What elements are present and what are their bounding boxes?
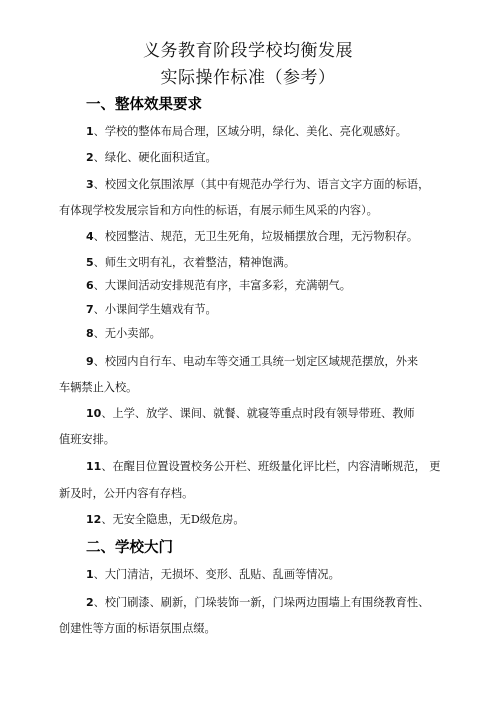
item-number: 1 [86,125,94,138]
item-number: 6 [86,279,94,292]
list-item [86,176,429,192]
item-text: 、无安全隐患，无D级危房。 [101,513,245,526]
section-2-heading: 二、学校大门 [86,540,173,556]
list-item [86,458,441,474]
item-text: 、师生文明有礼，衣着整洁，精神饱满。 [93,256,296,269]
list-item [86,228,418,244]
list-item [86,254,295,270]
item-text-continued: 创建性等方面的标语氛围点缀。 [59,622,216,635]
list-item [86,301,217,317]
item-text: 、上学、放学、课间、就餐、就寝等重点时段有领导带班、教师 [101,407,415,420]
doc-title-line2: 实际操作标准（参考） [160,68,336,88]
list-item [86,149,217,165]
section-1-heading: 一、整体效果要求 [86,97,202,113]
item-text: 、校园文化氛围浓厚（其中有规范办学行为、语言文字方面的标语， [93,178,430,191]
item-text-continued: 有体现学校发展宗旨和方向性的标语，有展示师生风采的内容）。 [59,204,378,217]
list-item [86,405,415,421]
item-number: 2 [86,596,94,609]
list-item [86,123,407,139]
list-item [86,353,418,369]
item-number: 9 [86,355,94,368]
item-text-continued: 新及时，公开内容有存档。 [59,487,194,500]
item-text-continued: 车辆禁止入校。 [59,381,138,394]
item-text: 、绿化、硬化面积适宜。 [93,151,217,164]
list-item [86,594,429,610]
item-text: 、校园内自行车、电动车等交通工具统一划定区域规范摆放，外来 [93,355,419,368]
item-number: 7 [86,303,94,316]
item-number: 8 [86,327,94,340]
list-item [86,277,351,293]
item-number: 1 [86,568,94,581]
list-item [86,566,340,582]
item-number: 3 [86,178,94,191]
item-text: 、大课间活动安排规范有序，丰富多彩，充满朝气。 [93,279,351,292]
item-number: 4 [86,230,94,243]
item-text: 、小课间学生嬉戏有节。 [93,303,217,316]
item-text-continued: 值班安排。 [59,433,115,446]
doc-title-line1: 义务教育阶段学校均衡发展 [143,41,353,61]
item-text: 、校园整洁、规范，无卫生死角，垃圾桶摆放合理，无污物积存。 [93,230,419,243]
list-item [86,325,161,341]
item-number: 5 [86,256,94,269]
list-item [86,511,245,527]
item-text: 、在醒目位置设置校务公开栏、班级量化评比栏，内容清晰规范， 更 [101,460,441,473]
item-text: 、校门刷漆、刷新，门垛装饰一新，门垛两边围墙上有围绕教育性、 [93,596,430,609]
item-number: 10 [86,407,102,420]
item-number: 2 [86,151,94,164]
item-text: 、学校的整体布局合理，区域分明，绿化、美化、亮化观感好。 [93,125,407,138]
item-number: 11 [86,460,102,473]
item-number: 12 [86,513,102,526]
item-text: 、大门清洁，无损坏、变形、乱贴、乱画等情况。 [93,568,340,581]
item-text: 、无小卖部。 [93,327,161,340]
